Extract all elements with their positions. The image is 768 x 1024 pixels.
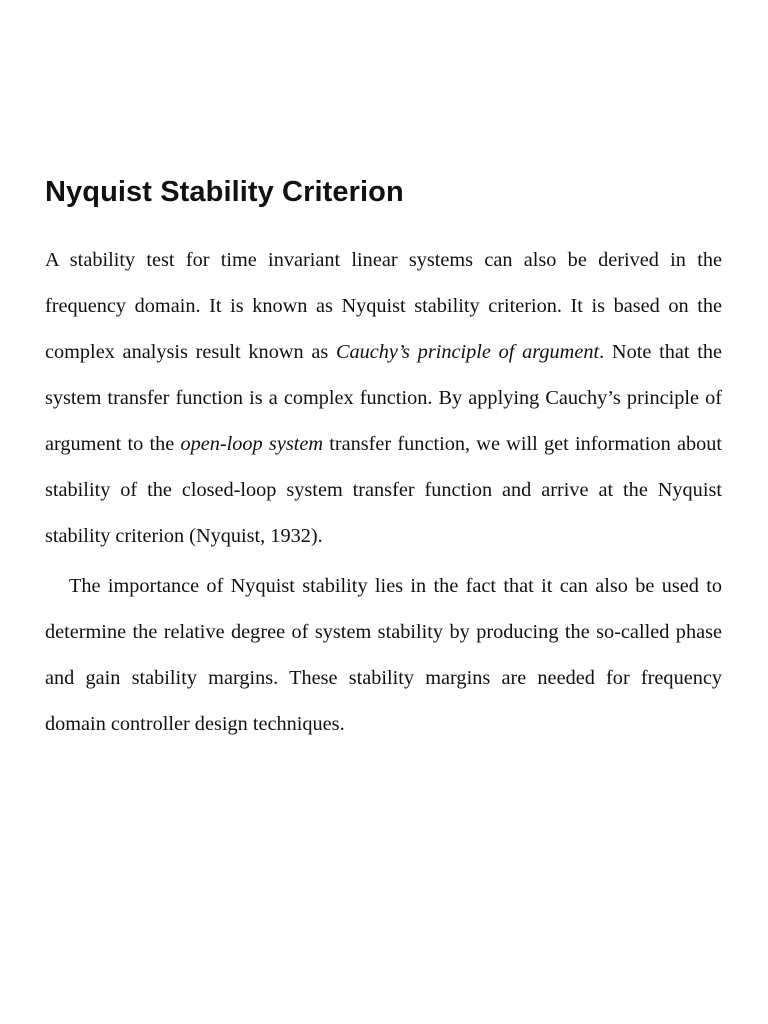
paragraph-1-text-a: A stability test for time invariant linear systems can also be derived in the frequency domain. It is known as Nyquist stability criterion. It is based on the complex analysis result known as <box>45 249 722 363</box>
document-page <box>45 172 722 747</box>
paragraph-1-italic-a: Cauchy’s principle of argument <box>335 341 600 363</box>
section-title: Nyquist Stability Criterion <box>45 176 404 208</box>
paragraph-1-text-c: transfer function, we will get information about stability of the closed-loop system transfer function and arrive at the Nyquist stability criterion (Nyquist, 1932). <box>45 433 722 547</box>
paragraph-2: The importance of Nyquist stability lies in the fact that it can also be used to determine the relative degree of system stability by producing the so-called phase and gain stability margins. These stability margins are needed for frequency domain controller design techniques. <box>45 575 722 735</box>
paragraph-1-italic-b: open-loop system <box>180 433 324 455</box>
paragraph-1 <box>45 237 722 559</box>
paragraph-1-text-b: . Note that the system transfer function is a complex function. By applying Cauchy’s principle of argument to the <box>45 341 722 455</box>
